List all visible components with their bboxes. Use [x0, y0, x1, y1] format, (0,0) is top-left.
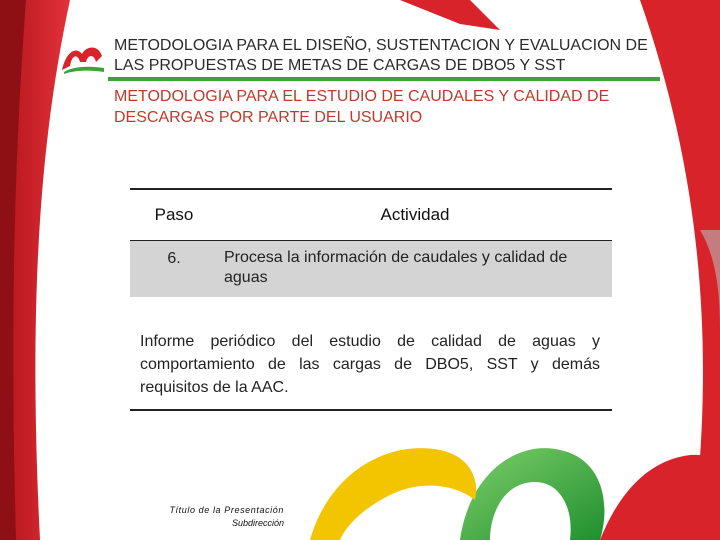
table-header-row [130, 190, 612, 240]
bottom-yellow-swoosh [310, 448, 476, 540]
table-bottom-rule [130, 409, 612, 411]
bottom-red-swoosh [600, 455, 720, 540]
header-actividad: Actividad [380, 205, 450, 224]
logo-mark [60, 40, 106, 76]
top-right-red-shape [400, 0, 500, 30]
page-subtitle: METODOLOGIA PARA EL ESTUDIO DE CAUDALES Y CALIDAD DE DESCARGAS POR PARTE DEL USUARIO [114, 88, 610, 126]
table-row [130, 241, 612, 297]
activity-table [130, 188, 612, 297]
cell-paso: 6. [167, 250, 181, 267]
footer [140, 504, 284, 530]
cell-actividad: Procesa la información de caudales y calidad de aguas [224, 249, 568, 286]
title-divider [108, 77, 660, 81]
page-title: METODOLOGIA PARA EL DISEÑO, SUSTENTACION Y EVALUACION DE LAS PROPUESTAS DE METAS DE CARGAS DE DBO5 Y SST [114, 37, 648, 74]
bottom-green-swoosh [460, 448, 604, 540]
report-note: Informe periódico del estudio de calidad de aguas y comportamiento de las cargas de DBO5, SST y demás requisitos de la AAC. [140, 333, 600, 396]
footer-title: Título de la Presentación [169, 505, 284, 515]
footer-subtitle: Subdirección [231, 518, 284, 528]
header-paso: Paso [154, 205, 194, 224]
